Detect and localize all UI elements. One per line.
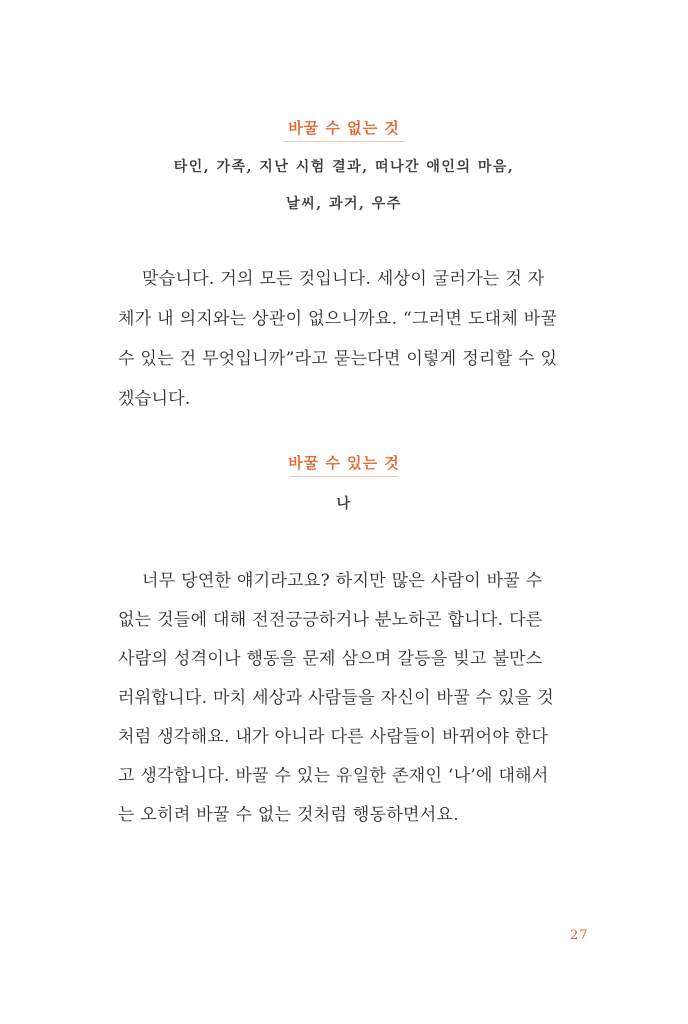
paragraph-2-line-3: 사람의 성격이나 행동을 문제 삼으며 갈등을 빚고 불만스 [118, 649, 543, 669]
paragraph-2-line-1: 너무 당연한 얘기라고요? 하지만 많은 사람이 바꿀 수 [142, 571, 543, 591]
page-number: 27 [570, 928, 589, 943]
cannot-change-list-line-2: 날씨, 과거, 우주 [286, 196, 402, 212]
heading-underline [284, 141, 404, 142]
section-heading-cannot-change: 바꿀 수 없는 것 [288, 119, 400, 137]
paragraph-2-line-2: 없는 것들에 대해 전전긍긍하거나 분노하곤 합니다. 다른 [118, 610, 543, 630]
heading-underline [290, 476, 398, 477]
section-heading-can-change: 바꿀 수 있는 것 [288, 454, 400, 472]
paragraph-2-line-7: 는 오히려 바꿀 수 없는 것처럼 행동하면서요. [118, 805, 459, 825]
paragraph-2-line-6: 고 생각합니다. 바꿀 수 있는 유일한 존재인 ‘나’에 대해서 [118, 766, 549, 786]
can-change-item: 나 [336, 496, 352, 512]
cannot-change-list-line-1: 타인, 가족, 지난 시험 결과, 떠나간 애인의 마음, [173, 159, 515, 175]
paragraph-1-line-1: 맞습니다. 거의 모든 것입니다. 세상이 굴러가는 것 자 [142, 269, 545, 289]
paragraph-2-line-4: 러워합니다. 마치 세상과 사람들을 자신이 바꿀 수 있을 것 [118, 688, 554, 708]
paragraph-1-line-2: 체가 내 의지와는 상관이 없으니까요. “그러면 도대체 바꿀 [118, 309, 558, 329]
paragraph-1-line-4: 겠습니다. [118, 389, 191, 409]
paragraph-1-line-3: 수 있는 건 무엇입니까”라고 묻는다면 이렇게 정리할 수 있 [118, 349, 558, 369]
paragraph-2-line-5: 처럼 생각해요. 내가 아니라 다른 사람들이 바뀌어야 한다 [118, 727, 549, 747]
